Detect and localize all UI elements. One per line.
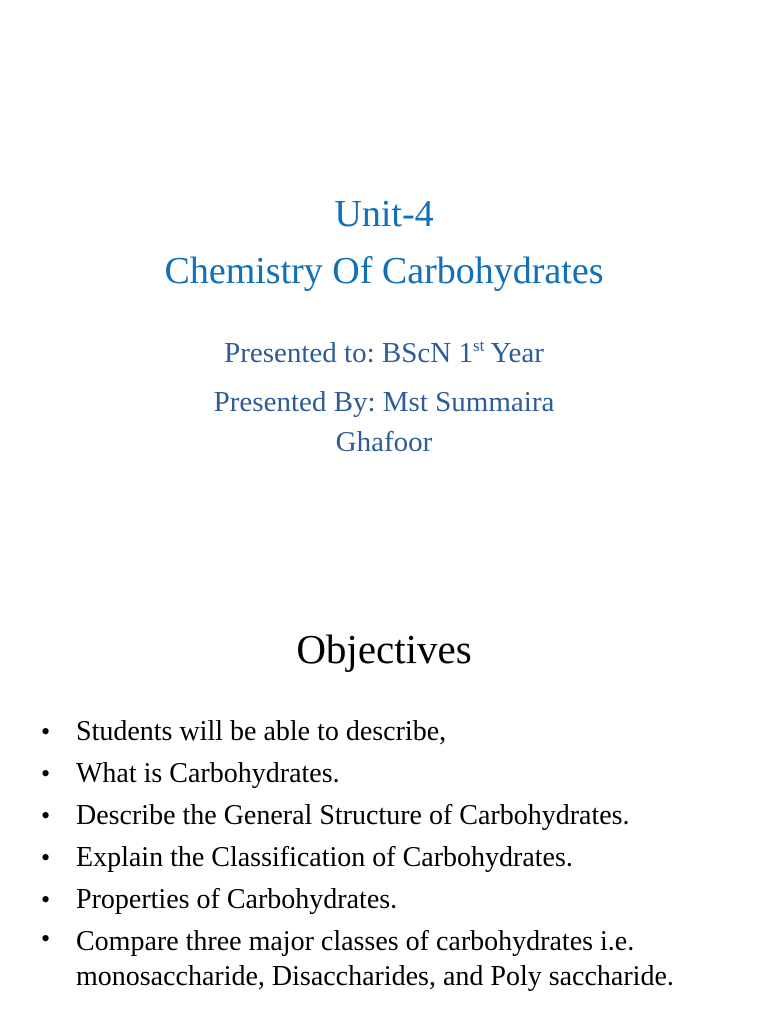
list-item [0,753,768,795]
list-item-text: What is Carbohydrates. [76,758,340,789]
presented-to-superscript: st [472,336,485,355]
list-item-text: Explain the Classification of Carbohydrates. [76,842,573,873]
bullet-icon: • [41,924,51,953]
presenter-surname: Ghafoor [335,426,433,458]
presented-to [0,336,768,371]
list-item [0,711,768,753]
presentation-title: Chemistry Of Carbohydrates [164,250,604,292]
bullet-icon: • [41,801,51,830]
list-item [0,921,768,994]
bullet-icon: • [41,843,51,872]
list-item-text: Students will be able to describe, [76,716,447,747]
list-item-text: Properties of Carbohydrates. [76,884,398,915]
presented-to-year: Year [484,337,544,369]
presented-by: Presented By: Mst Summaira [213,386,555,418]
list-item-text: Describe the General Structure of Carbohydrates. [76,800,630,831]
presented-to-text: Presented to: BScN 1 [224,337,473,369]
bullet-icon: • [41,885,51,914]
list-item-text: Compare three major classes of carbohydrates i.e. monosaccharide, Disaccharides, and Poly saccharide. [76,926,674,992]
objectives-heading: Objectives [296,626,472,672]
unit-title: Unit-4 [334,193,434,235]
objectives-list [0,711,768,994]
list-item [0,879,768,921]
bullet-icon: • [41,759,51,788]
list-item [0,795,768,837]
bullet-icon: • [41,717,51,746]
list-item [0,837,768,879]
